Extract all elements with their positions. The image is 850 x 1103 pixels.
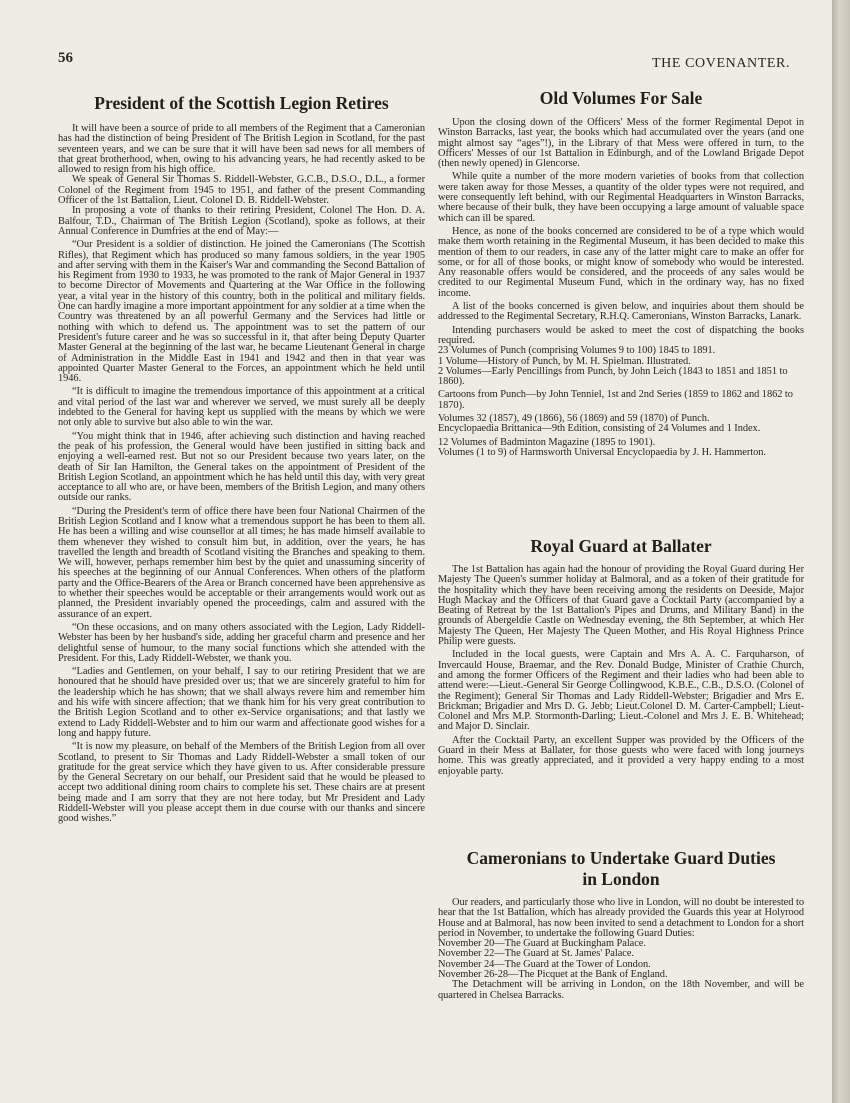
paragraph: It will have been a source of pride to all members of the Regiment that a Cameronian has had the distinction of being President of The British Legion in Scotland, for the past seventeen years, and we can be sure that it will have been sad news for all members of that great brotherhood, when, owing to his advancing years, he had recently asked to be allowed to resign from his high office.: [58, 123, 425, 176]
paragraph: “It is now my pleasure, on behalf of the Members of the British Legion from all over Scotland, to present to Sir Thomas and Lady Riddell-Webster a small token of our gratitude for the great service which they have given to us. After considerable pressure by the General Secretary on our behalf, our President said that he would be pleased to accept two additional dining room chairs to complete his set. These chairs are at present being made and I am sorry that they are not here today, but Mr President and Lady Riddell-Webster will you please accept them in due course with our thanks and sincere good wishes.”: [58, 741, 425, 825]
paragraph: Upon the closing down of the Officers' Mess of the former Regimental Depot in Winston Barracks, last year, the books which had accumulated over the years (and one might almost say “ages”!), in the Library of that Mess were offered in turn, to the Officers' Messes of our 1st Battalion in Edinburgh, and of the Lowland Brigade Depot (then newly opened) in Glencorse.: [438, 117, 804, 170]
title-line: Cameronians to Undertake Guard Duties: [466, 848, 776, 868]
article-body-guard-duties: [438, 898, 804, 1001]
paragraph: The Detachment will be arriving in London, on the 18th November, and will be quartered in Chelsea Barracks.: [438, 979, 804, 1001]
paragraph: “Our President is a soldier of distinction. He joined the Cameronians (The Scottish Rifles), that Regiment which has produced so many famous soldiers, in the year 1905 and after serving with them in the Kaiser's War and commanding the Second Battalion of his Regiment from 1930 to 1933, he was promoted to the rank of Major General in 1937 to become Director of Movements and Quartering at the War Office in the following year, a vital year in the history of this country, both in the political and military fields. One can hardly imagine a more important appointment for any soldier at a time when the Country was threatened by an all powerful Germany and the Services had little or nothing with which to defend us. The appointment was to set the pattern of our President's future career and he was so successful in it, that after being Deputy Quarter Master General at the beginning of the last war, he became Lieutenant General in charge of Administration in the Middle East in 1941 and 1942 and then in that year was appointed Quarter Master General to the Forces, an appointment which he held until 1946.: [58, 239, 425, 385]
list-item: November 22—The Guard at St. James' Palace.: [438, 948, 634, 960]
list-item: November 20—The Guard at Buckingham Palace.: [438, 938, 646, 950]
paragraph: While quite a number of the more modern varieties of books from that collection were taken away for those Messes, a quantity of the older types were not required, and were consequently left behind, with our Regimental Headquarters in Winston Barracks, where because of their bulk, they have been occupying a large amount of valuable space which can ill be spared.: [438, 171, 804, 224]
paragraph: Hence, as none of the books concerned are considered to be of a type which would make them worth retaining in the Regimental Museum, it has been decided to make this mention of them to our readers, in case any of the latter might care to make an offer for some, or for all of those books, or might know of somebody who would be interested. Any reasonable offers would be considered, and the proceeds of any sales would be credited to our Regimental Museum Fund, which in the ordinary way, has no fixed income.: [438, 225, 804, 299]
list-item: Volumes 32 (1857), 49 (1866), 56 (1869) and 59 (1870) of Punch.: [438, 413, 710, 425]
list-item: Encyclopaedia Brittanica—9th Edition, consisting of 24 Volumes and 1 Index.: [438, 423, 761, 435]
list-item: 12 Volumes of Badminton Magazine (1895 to 1901).: [438, 436, 656, 448]
paragraph: Included in the local guests, were Captain and Mrs A. A. C. Farquharson, of Invercauld House, Braemar, and the Rev. Donald Budge, Minister of Crathie Church, and among the former Officers of the Regiment and their ladies who had been able to attend were:—Lieut.-General Sir George Collingwood, K.B.E., C.B., D.S.O. (Colonel of the Regiment); General Sir Thomas and Lady Riddell-Webster; Brigadier and Mrs E. Brickman; Brigadier and Mrs D. G. Jebb; Lieut.Colonel D. M. Carter-Campbell; Lieut-Colonel and Mrs M.P. Stormonth-Darling; Lieut.-Colonel and Mrs J. E. B. Whitehead; and Major D. Sinclair.: [438, 649, 804, 733]
article-title-royal-guard: Royal Guard at Ballater: [530, 536, 712, 556]
book-list: [438, 346, 804, 458]
paragraph: “Ladies and Gentlemen, on your behalf, I say to our retiring President that we are honoured that he should have presided over us; that we are sincerely grateful to him for the leadership which he has shown; that we shall always revere him and remember him and his wife with sincere affection; that we thank him for his very great contribution to the British Legion Scotland and to other ex-Service organisations; and that lastly we extend to Lady Riddell-Webster and to him our warm and affectionate good wishes for a long and happy future.: [58, 666, 425, 739]
page-number: 56: [58, 50, 73, 66]
article-body-royal-guard: [438, 565, 804, 777]
list-item: 2 Volumes—Early Pencillings from Punch, by John Leich (1843 to 1851 and 1851 to 1860).: [438, 365, 788, 388]
paragraph: A list of the books concerned is given below, and inquiries about them should be addressed to the Regimental Secretary, R.H.Q. Cameronians, Winston Barracks, Lanark.: [438, 301, 804, 323]
paragraph: We speak of General Sir Thomas S. Riddell-Webster, G.C.B., D.S.O., D.L., a former Colonel of the Regiment from 1945 to 1951, and father of the present Commanding Officer of the 1st Battalion, Lieut. Colonel D. B. Riddell-Webster.: [58, 174, 425, 207]
paragraph: Intending purchasers would be asked to meet the cost of dispatching the books required.: [438, 324, 804, 346]
paragraph: The 1st Battalion has again had the honour of providing the Royal Guard during Her Majesty The Queen's summer holiday at Balmoral, and as a token of their gratitude for the hospitality which they have been receiving among the residents on Deeside, Major Hugh Mackay and the Officers of that Guard gave a Cocktail Party (accompanied by a Beating of Retreat by the 1st Battalion's Pipes and Drums, and Military Band) in the grounds of Abergeldie Castle on Wednesday evening, the 8th September, at which Her Majesty The Queen, Her Majesty The Queen Mother, and His Royal Highness Prince Philip were guests.: [438, 564, 804, 648]
paragraph: “It is difficult to imagine the tremendous importance of this appointment at a critical and vital period of the last war and wherever we served, we must surely all be deeply indebted to the General for having kept us supplied with the means by which we were not only able to survive but also able to win the war.: [58, 386, 425, 429]
list-item: 1 Volume—History of Punch, by M. H. Spielman. Illustrated.: [438, 355, 691, 367]
article-title-guard-duties: [438, 848, 804, 890]
paragraph: “On these occasions, and on many others associated with the Legion, Lady Riddell-Webster has been by her husband's side, adding her graceful charm and presence and her delightful sense of humour, to the many social functions which she attended with the President. For this, Lady Riddell-Webster, we thank you.: [58, 621, 425, 664]
list-item: Cartoons from Punch—by John Tenniel, 1st and 2nd Series (1859 to 1862 and 1862 to 1870).: [438, 389, 793, 411]
article-title-old-volumes: Old Volumes For Sale: [539, 88, 703, 108]
running-head: THE COVENANTER.: [652, 56, 791, 71]
paragraph: “During the President's term of office there have been four National Chairmen of the British Legion Scotland and I know what a tremendous support he has been to them all. He has been a willing and wise counsellor at all times; he has made himself available to them whenever they wished to consult him but, in addition, over the years, he has travelled the length and breadth of Scotland visiting the Branches and speaking to them. We will, however, perhaps remember him best by the quiet and unassuming sincerity of his speeches at the beginning of our Annual Conferences. When others of the platform party and the Office-Bearers of the Area or Branch concerned have been apprehensive as to whether their speeches would be acceptable or their arrangements would work out as planned, the President invariably opened the proceedings, calm and assured with the assurance of an expert.: [58, 505, 425, 620]
list-item: 23 Volumes of Punch (comprising Volumes 9 to 100) 1845 to 1891.: [438, 345, 716, 357]
list-item: November 26-28—The Picquet at the Bank of England.: [438, 969, 668, 981]
list-item: November 24—The Guard at the Tower of London.: [438, 958, 651, 970]
article-body-president: [58, 124, 425, 825]
paragraph: After the Cocktail Party, an excellent Supper was provided by the Officers of the Guard in their Mess at Ballater, for those guests who were faced with long journeys home. This was greatly appreciated, and it provided a very happy ending to a most enjoyable party.: [438, 734, 804, 777]
article-body-old-volumes: [438, 118, 804, 458]
paragraph: “You might think that in 1946, after achieving such distinction and having reached the peak of his profession, the General would have been justified in sitting back and enjoying a well-earned rest. But not so our President because two years later, on the death of Sir Ian Hamilton, the General takes on the appointment of President of the British Legion Scotland, an appointment which he has held until this day, with very great acceptance to all who are, or have been, members of the British Legion, and many others outside our ranks.: [58, 430, 425, 504]
article-title-president: President of the Scottish Legion Retires: [94, 93, 389, 113]
page-edge-shadow: [832, 0, 850, 1103]
title-line: in London: [582, 869, 660, 889]
paragraph: In proposing a vote of thanks to their retiring President, Colonel The Hon. D. A. Balfour, T.D., Chairman of The British Legion (Scotland), spoke as follows, at their Annual Conference in Dumfries at the end of May:—: [58, 205, 425, 237]
duty-list: [438, 939, 804, 980]
list-item: Volumes (1 to 9) of Harmsworth Universal Encyclopaedia by J. H. Hammerton.: [438, 446, 766, 458]
paragraph: Our readers, and particularly those who live in London, will no doubt be interested to hear that the 1st Battalion, which has already provided the Guards this year at Holyrood House and at Balmoral, has now been invited to send a detachment to London for a short period in November, to undertake the following Guard Duties:: [438, 897, 804, 939]
